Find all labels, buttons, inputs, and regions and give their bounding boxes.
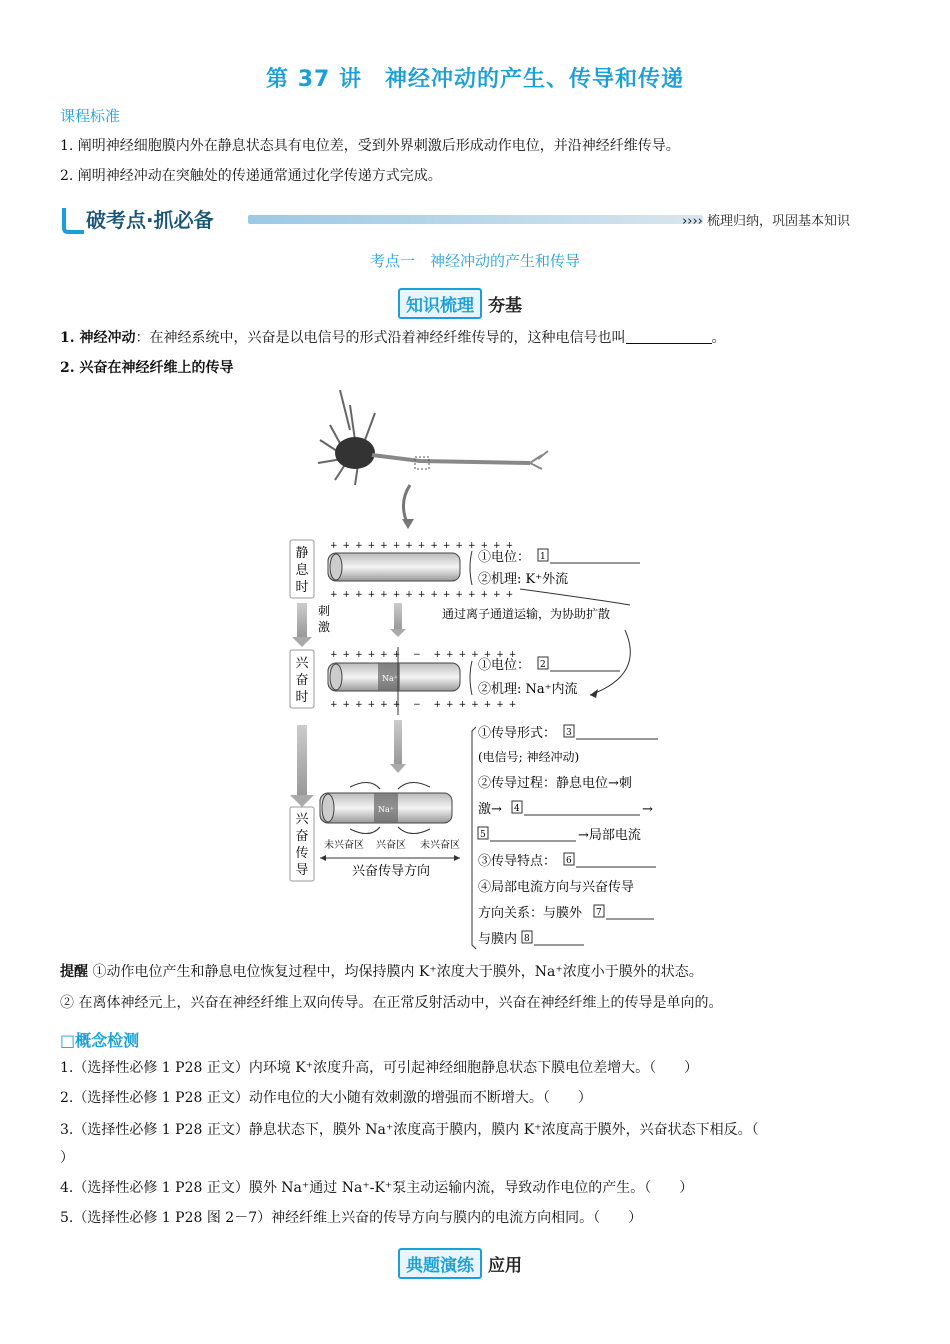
svg-text:5: 5 [480, 830, 486, 840]
badge-rest: 夯基 [488, 296, 522, 316]
svg-text:+++++++++++++++: +++++++++++++++ [330, 541, 519, 551]
badge-knowledge [398, 288, 522, 319]
banner-stripe [248, 215, 703, 224]
na-label: Na⁺ [382, 674, 398, 683]
diffusion-note: 通过离子通道运输，为协助扩散 [442, 607, 611, 621]
badge-practice [398, 1248, 522, 1279]
svg-text:8: 8 [524, 934, 530, 944]
check-item: 5.（选择性必修 1 P28 图 2－7）神经纤维上兴奋的传导方向与膜内的电流方向相同。（ ） [60, 1210, 643, 1226]
paragraph-2 [60, 358, 234, 378]
badge-box: 知识梳理 [398, 288, 482, 319]
p1-num: 1 [60, 330, 70, 346]
p1-text: ：在神经系统中，兴奋是以电信号的形式沿着神经纤维传导的，这种电信号也叫 [135, 330, 626, 346]
section-banner [60, 204, 850, 236]
conduct-form-note: (电信号; 神经冲动) [478, 750, 580, 764]
svg-text:2: 2 [540, 660, 546, 670]
conduct-form: ①传导形式： [478, 726, 557, 741]
p1-blank [626, 329, 712, 344]
paragraph-1 [60, 328, 726, 348]
svg-text:方向关系：与膜外: 方向关系：与膜外 [478, 906, 583, 921]
p2-num: 2 [60, 360, 70, 376]
curriculum-item: 2. 阐明神经冲动在突触处的传递通常通过化学传递方式完成。 [60, 168, 442, 184]
svg-text:激→: 激→ [478, 802, 502, 817]
rest-potential: ①电位： [478, 550, 531, 565]
p1-bold: . 神经冲动 [69, 330, 136, 346]
svg-text:3: 3 [566, 728, 572, 738]
svg-text:7: 7 [596, 908, 602, 918]
down-arrow-icon [297, 603, 307, 637]
check-heading: □概念检测 [60, 1031, 140, 1050]
excite-label: 兴 [295, 656, 309, 671]
svg-text:息: 息 [295, 563, 309, 578]
current-relation: ④局部电流方向与兴奋传导 [478, 880, 635, 895]
svg-text:+++++++++++++++: +++++++++++++++ [330, 590, 519, 600]
check-item: 3.（选择性必修 1 P28 正文）静息状态下，膜外 Na⁺浓度高于膜内，膜内 K⁺浓度高于膜外，兴奋状态下相反。（ [60, 1122, 759, 1138]
badge-rest: 应用 [488, 1256, 522, 1276]
svg-text:1: 1 [540, 552, 546, 562]
rest-mech: ②机理: K⁺外流 [478, 572, 569, 587]
check-item: 4.（选择性必修 1 P28 正文）膜外 Na⁺通过 Na⁺-K⁺泵主动运输内流，导致动作电位的产生。（ ） [60, 1180, 694, 1196]
p1-end: 。 [711, 330, 726, 346]
zone-left: 未兴奋区 [324, 840, 364, 851]
svg-text:与膜内: 与膜内 [478, 932, 518, 947]
rest-label: 静 [295, 546, 309, 561]
check-item-cont: ） [60, 1150, 74, 1166]
conducting-fiber [320, 782, 460, 879]
svg-text:导: 导 [295, 863, 309, 878]
tip-label: 提醒 [60, 964, 88, 980]
banner-right: ›››› 梳理归纳，巩固基本知识 [682, 214, 850, 229]
stim-label: 刺 [318, 604, 331, 618]
svg-text:奋: 奋 [295, 673, 309, 688]
nerve-conduction-diagram [280, 385, 680, 955]
svg-text:++++++ − +++++++: ++++++ − +++++++ [330, 650, 522, 660]
zone-mid: 兴奋区 [376, 840, 406, 851]
svg-text:6: 6 [566, 856, 572, 866]
svg-text:传: 传 [295, 846, 309, 861]
tip-line-1 [60, 962, 703, 982]
svg-text:++++++ − +++++++: ++++++ − +++++++ [330, 700, 522, 710]
direction-label: 兴奋传导方向 [352, 864, 431, 879]
tip-text-1: ①动作电位产生和静息电位恢复过程中，均保持膜内 K⁺浓度大于膜外，Na⁺浓度小于膜外的状态。 [92, 964, 703, 980]
svg-text:→: → [642, 802, 653, 817]
conduct-feature: ③传导特点： [478, 854, 557, 869]
tip-line-2: ② 在离体神经元上，兴奋在神经纤维上双向传导。在正常反射活动中，兴奋在神经纤维上的传导是单向的。 [60, 995, 723, 1011]
svg-text:激: 激 [318, 620, 331, 634]
svg-text:Na⁺: Na⁺ [378, 805, 394, 814]
ex-mech: ②机理: Na⁺内流 [478, 682, 578, 697]
svg-text:时: 时 [295, 580, 309, 595]
p2-bold: . 兴奋在神经纤维上的传导 [69, 360, 234, 376]
page-title: 第 37 讲 神经冲动的产生、传导和传递 [266, 67, 684, 92]
check-item: 2.（选择性必修 1 P28 正文）动作电位的大小随有效刺激的增强而不断增大。（ ） [60, 1090, 592, 1106]
svg-text:奋: 奋 [295, 829, 309, 844]
curriculum-item: 1. 阐明神经细胞膜内外在静息状态具有电位差，受到外界刺激后形成动作电位，并沿神经纤维传导。 [60, 138, 680, 154]
svg-text:→局部电流: →局部电流 [578, 828, 641, 843]
curriculum-heading: 课程标准 [60, 107, 121, 125]
down-arrow-icon [297, 725, 307, 795]
section-title: 考点一 神经冲动的产生和传导 [369, 252, 580, 270]
badge-box: 典题演练 [398, 1248, 482, 1279]
svg-text:4: 4 [514, 804, 520, 814]
svg-text:时: 时 [295, 690, 309, 705]
conduct-label: 兴 [295, 812, 309, 827]
zone-right: 未兴奋区 [420, 840, 460, 851]
neuron-illustration [318, 390, 548, 529]
conduct-process: ②传导过程：静息电位→刺 [478, 776, 632, 791]
banner-label: 破考点·抓必备 [86, 208, 214, 232]
check-item: 1.（选择性必修 1 P28 正文）内环境 K⁺浓度升高，可引起神经细胞静息状态下膜电位差增大。（ ） [60, 1060, 699, 1076]
ex-potential: ①电位： [478, 658, 531, 673]
